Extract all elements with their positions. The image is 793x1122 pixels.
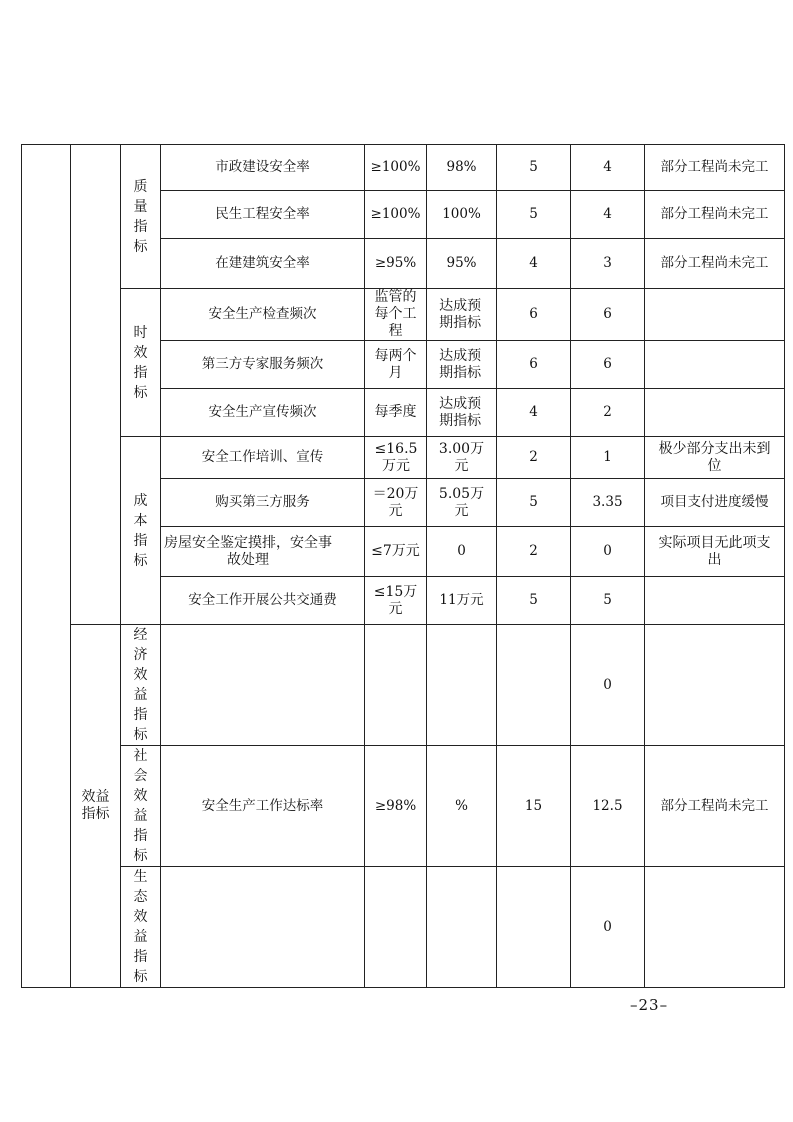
indicator-name: 安全生产检查频次	[161, 289, 365, 341]
table-row	[22, 746, 785, 867]
target-value	[365, 867, 427, 988]
weight-value: 5	[497, 145, 571, 191]
indicator-name: 民生工程安全率	[161, 191, 365, 239]
actual-value: 5.05万元	[427, 479, 497, 527]
indicator-name: 安全工作培训、宣传	[161, 437, 365, 479]
level3-label-quality: 质量指标	[121, 145, 161, 289]
remark-text: 部分工程尚未完工	[645, 145, 785, 191]
table-row	[22, 867, 785, 988]
level3-label-timeliness: 时效指标	[121, 289, 161, 437]
weight-value: 6	[497, 289, 571, 341]
target-value: ≤7万元	[365, 527, 427, 577]
weight-value: 5	[497, 191, 571, 239]
score-value: 3	[571, 239, 645, 289]
score-value: 6	[571, 341, 645, 389]
target-value: ≥100%	[365, 191, 427, 239]
actual-value: 95%	[427, 239, 497, 289]
remark-text: 部分工程尚未完工	[645, 191, 785, 239]
weight-value: 2	[497, 437, 571, 479]
weight-value	[497, 625, 571, 746]
score-value: 1	[571, 437, 645, 479]
target-value: ≤16.5万元	[365, 437, 427, 479]
weight-value: 5	[497, 577, 571, 625]
remark-text: 部分工程尚未完工	[645, 239, 785, 289]
actual-value: 3.00万元	[427, 437, 497, 479]
indicator-name: 市政建设安全率	[161, 145, 365, 191]
target-value: 每两个月	[365, 341, 427, 389]
score-value: 0	[571, 527, 645, 577]
page-number: –23–	[630, 996, 669, 1014]
indicator-name: 安全生产工作达标率	[161, 746, 365, 867]
remark-text: 实际项目无此项支出	[645, 527, 785, 577]
indicator-name: 第三方专家服务频次	[161, 341, 365, 389]
target-value: ≤15万元	[365, 577, 427, 625]
weight-value: 4	[497, 389, 571, 437]
target-value: ＝20万元	[365, 479, 427, 527]
weight-value	[497, 867, 571, 988]
remark-text	[645, 289, 785, 341]
indicator-name: 房屋安全鉴定摸排，安全事故处理	[161, 527, 365, 577]
remark-text	[645, 389, 785, 437]
score-value: 5	[571, 577, 645, 625]
table-row	[22, 625, 785, 746]
actual-value: 达成预期指标	[427, 389, 497, 437]
score-value: 12.5	[571, 746, 645, 867]
actual-value: 11万元	[427, 577, 497, 625]
level3-label-cost: 成本指标	[121, 437, 161, 625]
weight-value: 5	[497, 479, 571, 527]
indicator-name	[161, 867, 365, 988]
indicator-name	[161, 625, 365, 746]
remark-text: 项目支付进度缓慢	[645, 479, 785, 527]
remark-text	[645, 867, 785, 988]
actual-value: 98%	[427, 145, 497, 191]
score-value: 0	[571, 625, 645, 746]
remark-text: 部分工程尚未完工	[645, 746, 785, 867]
weight-value: 6	[497, 341, 571, 389]
table-row	[22, 289, 785, 341]
indicator-name: 安全生产宣传频次	[161, 389, 365, 437]
level1-cell	[22, 145, 71, 988]
target-value: 监管的每个工程	[365, 289, 427, 341]
performance-table	[21, 144, 785, 988]
remark-text: 极少部分支出未到位	[645, 437, 785, 479]
remark-text	[645, 577, 785, 625]
score-value: 6	[571, 289, 645, 341]
target-value	[365, 625, 427, 746]
table-row	[22, 145, 785, 191]
actual-value	[427, 867, 497, 988]
level3-label-ecological: 生态效益指标	[121, 867, 161, 988]
indicator-name: 在建建筑安全率	[161, 239, 365, 289]
actual-value: 达成预期指标	[427, 289, 497, 341]
target-value: 每季度	[365, 389, 427, 437]
target-value: ≥95%	[365, 239, 427, 289]
score-value: 4	[571, 145, 645, 191]
remark-text	[645, 625, 785, 746]
remark-text	[645, 341, 785, 389]
score-value: 4	[571, 191, 645, 239]
indicator-name: 安全工作开展公共交通费	[161, 577, 365, 625]
level3-label-social: 社会效益指标	[121, 746, 161, 867]
actual-value	[427, 625, 497, 746]
score-value: 0	[571, 867, 645, 988]
actual-value: 达成预期指标	[427, 341, 497, 389]
score-value: 2	[571, 389, 645, 437]
indicator-name: 购买第三方服务	[161, 479, 365, 527]
weight-value: 2	[497, 527, 571, 577]
score-value: 3.35	[571, 479, 645, 527]
level3-label-economic: 经济效益指标	[121, 625, 161, 746]
actual-value: 0	[427, 527, 497, 577]
level2-output-cell	[71, 145, 121, 625]
table-row	[22, 437, 785, 479]
actual-value: %	[427, 746, 497, 867]
level2-benefit-label: 效益指标	[71, 625, 121, 988]
weight-value: 4	[497, 239, 571, 289]
target-value: ≥100%	[365, 145, 427, 191]
weight-value: 15	[497, 746, 571, 867]
target-value: ≥98%	[365, 746, 427, 867]
actual-value: 100%	[427, 191, 497, 239]
